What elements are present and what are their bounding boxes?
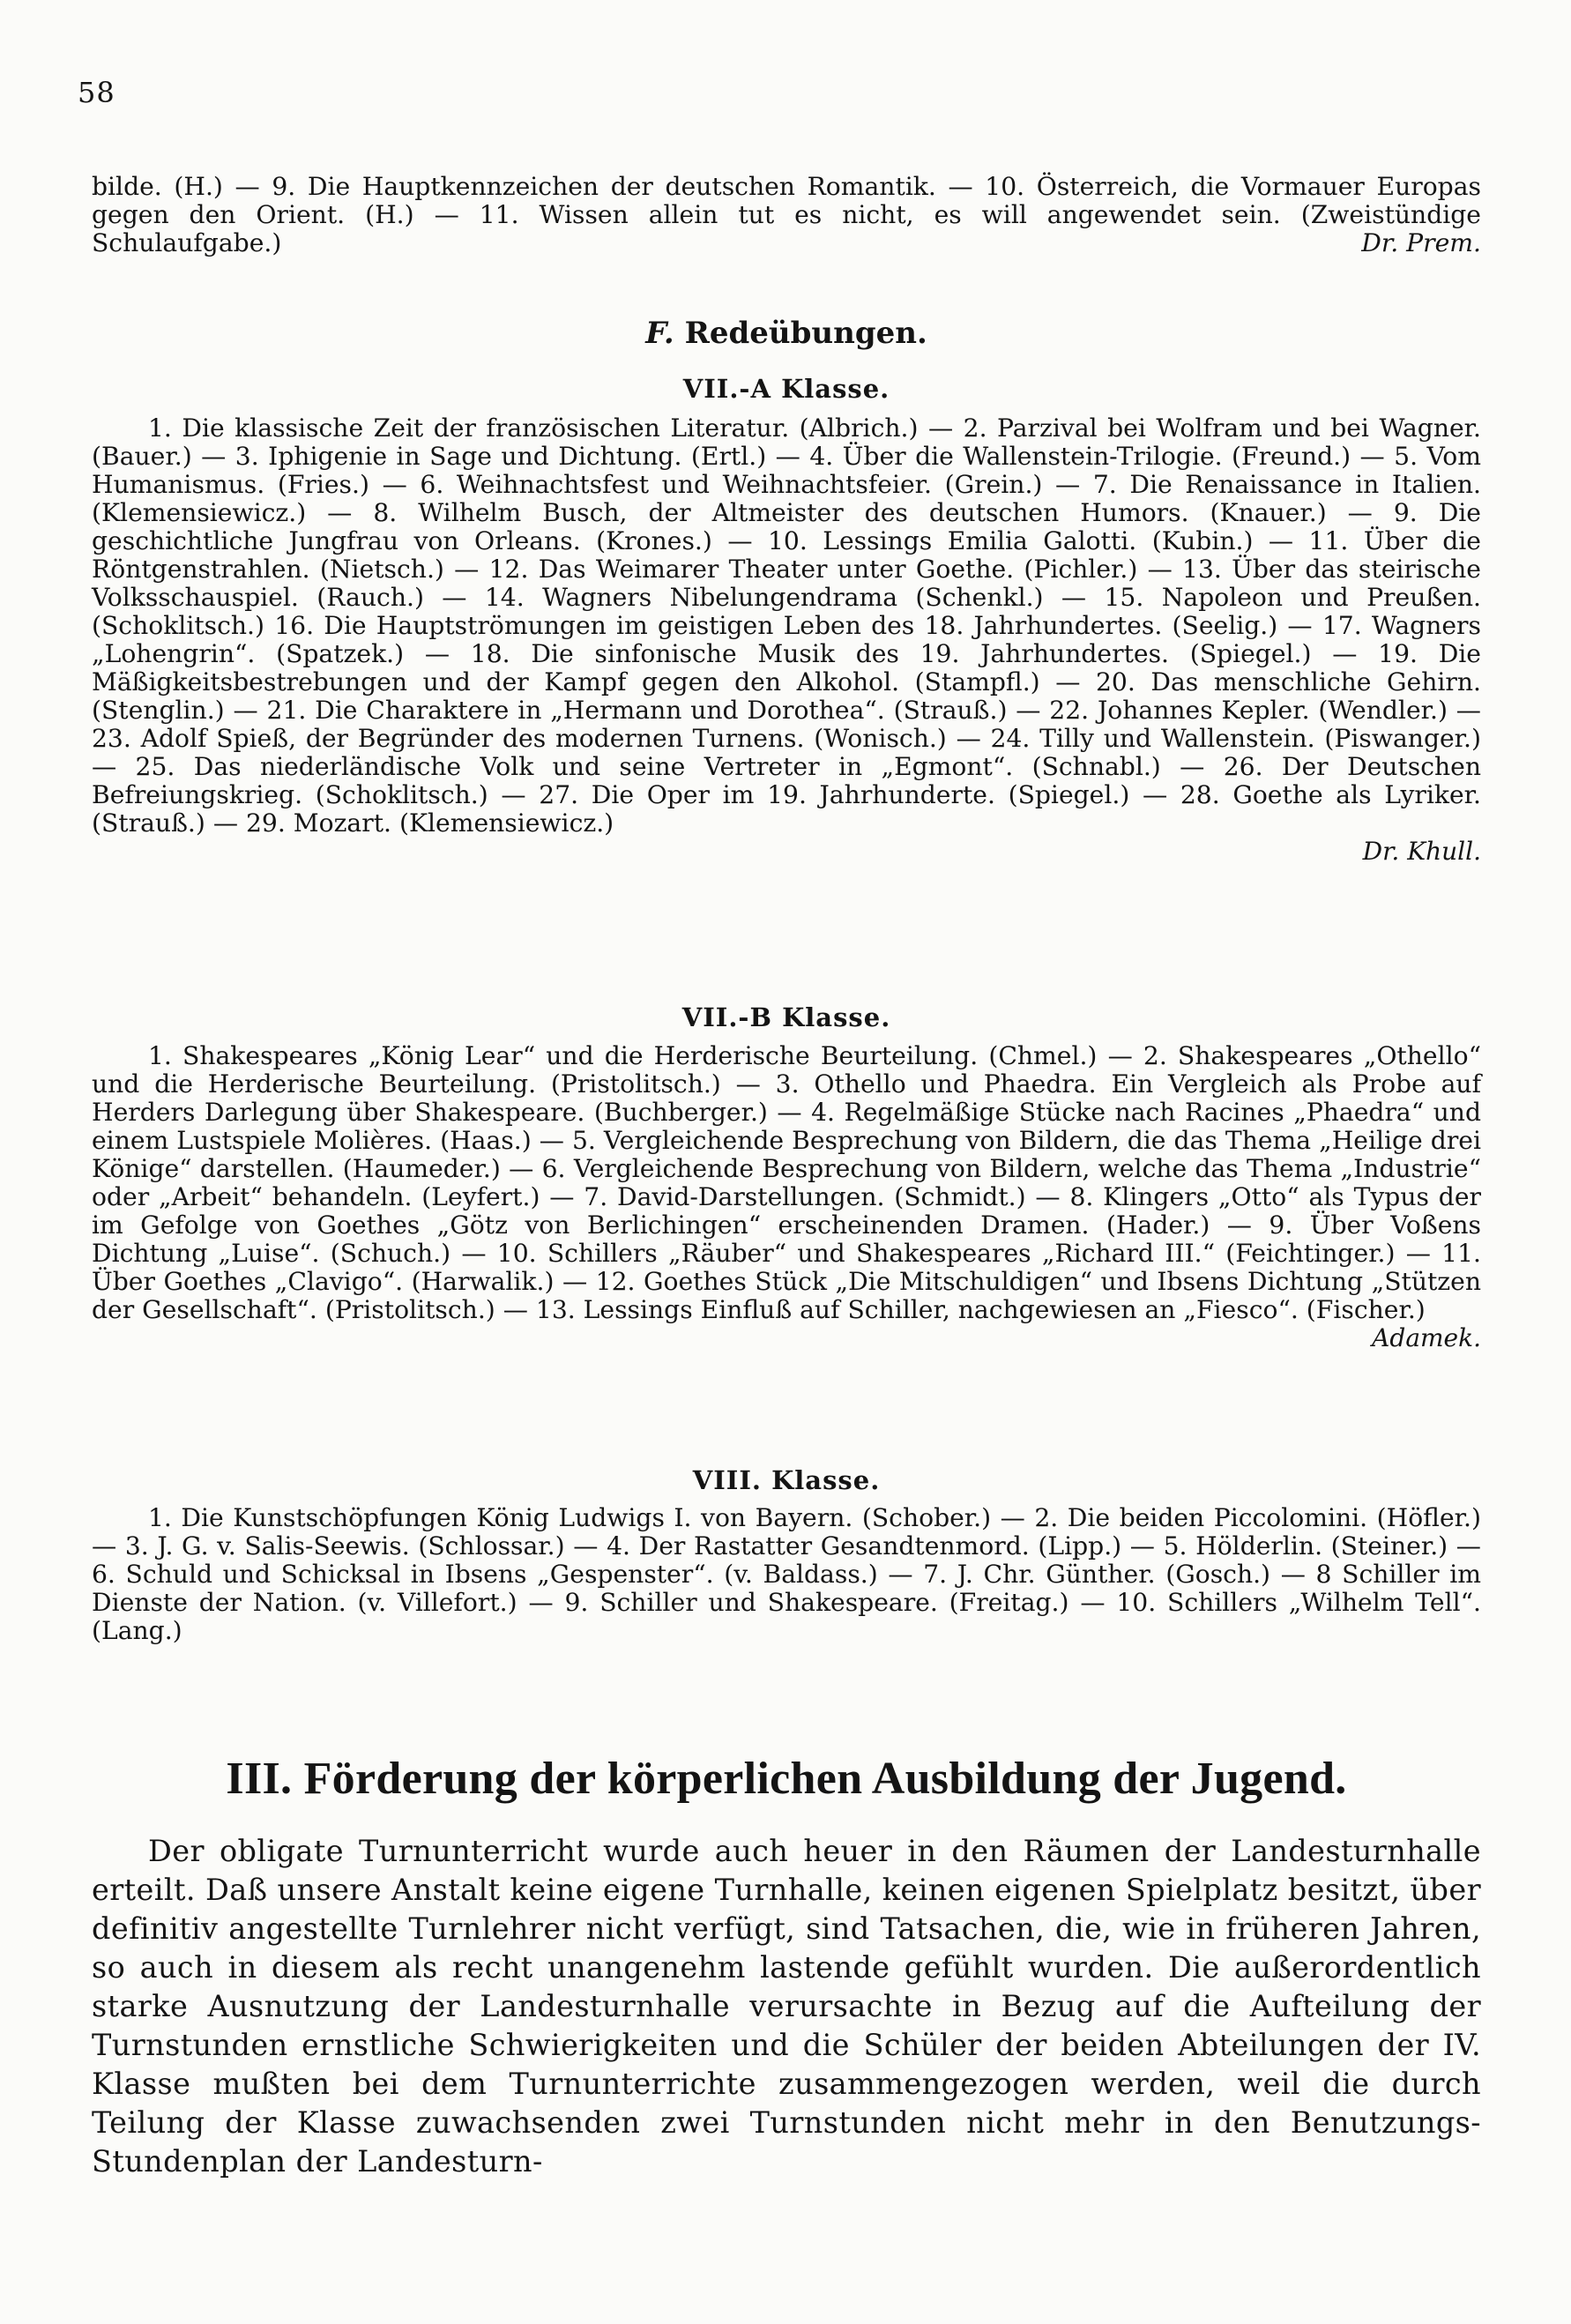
class-7b-signature: Adamek. <box>1372 1323 1481 1352</box>
class-7a-text: 1. Die klassische Zeit der französischen Literatur. (Albrich.) — 2. Parzival bei Wolfram und bei Wagner. (Bauer.) — 3. Iphigenie in Sage und Dichtung. (Ertl.) — 4. Über die Wallenstein-Trilogie. (Freund.) — 5. Vom Humanismus. (Fries.) — 6. Weihnachtsfest und Weihnachtsfeier. (Grein.) — 7. Die Renaissance in Italien. (Klemensiewicz.) — 8. Wilhelm Busch, der Altmeister des deutschen Humors. (Knauer.) — 9. Die geschichtliche Jungfrau von Orleans. (Krones.) — 10. Lessings Emilia Galotti. (Kubin.) — 11. Über die Röntgenstrahlen. (Nietsch.) — 12. Das Weimarer Theater unter Goethe. (Pichler.) — 13. Über das steirische Volksschauspiel. (Rauch.) — 14. Wagners Nibelungendrama (Schenkl.) — 15. Napoleon und Preußen. (Schoklitsch.) 16. Die Hauptströmungen im geistigen Leben des 18. Jahrhundertes. (Seelig.) — 17. Wagners „Lohengrin“. (Spatzek.) — 18. Die sinfonische Musik des 19. Jahrhundertes. (Spiegel.) — 19. Die Mäßigkeitsbestrebungen und der Kampf gegen den Alkohol. (Stampfl.) — 20. Das menschliche Gehirn. (Stenglin.) — 21. Die Charaktere in „Hermann und Dorothea“. (Strauß.) — 22. Johannes Kepler. (Wendler.) — 23. Adolf Spieß, der Begründer des modernen Turnens. (Wonisch.) — 24. Tilly und Wallenstein. (Piswanger.) — 25. Das niederländische Volk und seine Vertreter in „Egmont“. (Schnabl.) — 26. Der Deutschen Befreiungskrieg. (Schoklitsch.) — 27. Die Oper im 19. Jahrhunderte. (Spiegel.) — 28. Goethe als Lyriker. (Strauß.) — 29. Mozart. (Klemensiewicz.) <box>92 413 1481 838</box>
class-heading-8: VIII. Klasse. <box>692 1465 881 1495</box>
class-7b-text: 1. Shakespeares „König Lear“ und die Herderische Beurteilung. (Chmel.) — 2. Shakespeares „Othello“ und die Herderische Beurteilung. (Pristolitsch.) — 3. Othello und Phaedra. Ein Vergleich als Probe auf Herders Darlegung über Shakespeare. (Buchberger.) — 4. Regelmäßige Stücke nach Racines „Phaedra“ und einem Lustspiele Molières. (Haas.) — 5. Vergleichende Besprechung von Bildern, die das Thema „Heilige drei Könige“ darstellen. (Haumeder.) — 6. Vergleichende Besprechung von Bildern, welche das Thema „Industrie“ oder „Arbeit“ behandeln. (Leyfert.) — 7. David-Darstellungen. (Schmidt.) — 8. Klingers „Otto“ als Typus der im Gefolge von Goethes „Götz von Berlichingen“ erscheinenden Dramen. (Hader.) — 9. Über Voßens Dichtung „Luise“. (Schuch.) — 10. Schillers „Räuber“ und Shakespeares „Richard III.“ (Feichtinger.) — 11. Über Goethes „Clavigo“. (Harwalik.) — 12. Goethes Stück „Die Mitschuldigen“ und Ibsens Dichtung „Stützen der Gesellschaft“. (Pristolitsch.) — 13. Lessings Einfluß auf Schiller, nachgewiesen an „Fiesco“. (Fischer.) <box>92 1041 1481 1324</box>
section-letter: F. <box>645 316 674 351</box>
page-number: 58 <box>78 76 115 109</box>
intro-signature: Dr. Prem. <box>1361 228 1481 257</box>
class-7a-section <box>92 414 1481 866</box>
main-section-paragraph: Der obligate Turnunterricht wurde auch heuer in den Räumen der Landesturnhalle erteilt. Daß unsere Anstalt keine eigene Turnhalle, keinen eigenen Spielplatz besitzt, über definitiv angestellte Turnlehrer nicht verfügt, sind Tatsachen, die, wie in früheren Jahren, so auch in diesem als recht unangenehm lastende gefühlt wurden. Die außerordentlich starke Ausnutzung der Landesturnhalle verursachte in Bezug auf die Aufteilung der Turnstunden ernstliche Schwierigkeiten und die Schüler der beiden Abteilungen der IV. Klasse mußten bei dem Turnunterrichte zusammengezogen werden, weil die durch Teilung der Klasse zuwachsenden zwei Turnstunden nicht mehr in den Benutzungs-Stundenplan der Landesturn- <box>92 1834 1481 2179</box>
main-section-body <box>92 1832 1481 2181</box>
intro-text: bilde. (H.) — 9. Die Hauptkennzeichen der deutschen Romantik. — 10. Österreich, die Vormauer Europas gegen den Orient. (H.) — 11. Wissen allein tut es nicht, es will angewendet sein. (Zweistündige Schulaufgabe.) <box>92 172 1481 257</box>
class-7a-signature: Dr. Khull. <box>1362 837 1481 866</box>
intro-section <box>92 173 1481 257</box>
class-heading-7a: VII.-A Klasse. <box>682 374 890 404</box>
class-8-section <box>92 1504 1481 1645</box>
intro-paragraph <box>92 173 1481 257</box>
class-8-text: 1. Die Kunstschöpfungen König Ludwigs I. von Bayern. (Schober.) — 2. Die beiden Piccolomini. (Höfler.) — 3. J. G. v. Salis-Seewis. (Schlossar.) — 4. Der Rastatter Gesandtenmord. (Lipp.) — 5. Hölderlin. (Steiner.) — 6. Schuld und Schicksal in Ibsens „Gespenster“. (v. Baldass.) — 7. J. Chr. Günther. (Gosch.) — 8 Schiller im Dienste der Nation. (v. Villefort.) — 9. Schiller und Shakespeare. (Freitag.) — 10. Schillers „Wilhelm Tell“. (Lang.) <box>92 1503 1481 1645</box>
main-section-heading: III. Förderung der körperlichen Ausbildung der Jugend. <box>226 1754 1347 1804</box>
class-heading-7b: VII.-B Klasse. <box>681 1002 891 1032</box>
section-heading-f <box>92 316 1481 351</box>
class-7b-section <box>92 1042 1481 1352</box>
section-title: Redeübungen. <box>684 316 927 351</box>
